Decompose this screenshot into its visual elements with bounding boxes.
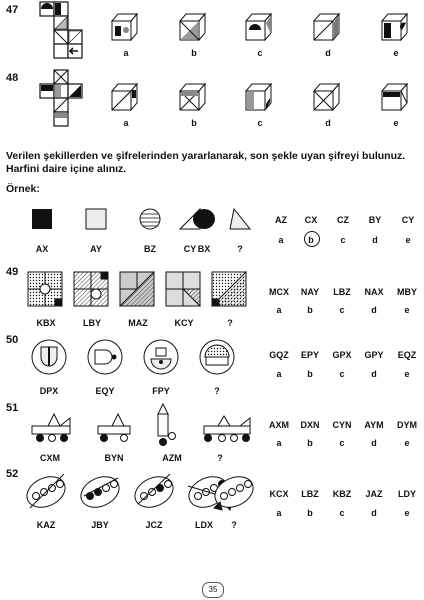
option-label-48e[interactable]: e (393, 118, 399, 128)
example-option-a[interactable]: a (278, 235, 284, 245)
q50-answer-a: GQZ (269, 350, 289, 360)
q52-option-d[interactable]: d (371, 508, 377, 518)
q52-code-5: ? (231, 520, 237, 530)
q51-answer-d: AYM (364, 420, 384, 430)
example-shapes (10, 206, 260, 232)
example-option-b[interactable]: b (308, 235, 314, 245)
question-number-50: 50 (6, 334, 19, 346)
q49-answer-c: LBZ (333, 287, 351, 297)
q52-answer-e: LDY (398, 489, 416, 499)
example-heading: Örnek: (6, 183, 40, 195)
question-number-52: 52 (6, 468, 19, 480)
instructions-line-1: Verilen şekillerden ve şifrelerinden yararlanarak, son şekle uyan şifreyi bulunuz. (6, 150, 406, 162)
example-code-3: BZ (144, 244, 156, 254)
option-label-47a[interactable]: a (123, 48, 129, 58)
q49-option-b[interactable]: b (307, 305, 313, 315)
q49-code-1: KBX (36, 318, 56, 328)
example-answer-b: CX (304, 215, 318, 225)
q52-option-e[interactable]: e (404, 508, 410, 518)
question-number-49: 49 (6, 266, 19, 278)
option-label-47b[interactable]: b (191, 48, 197, 58)
q50-figures (30, 338, 230, 378)
option-label-48c[interactable]: c (257, 118, 263, 128)
q51-option-c[interactable]: c (339, 438, 345, 448)
option-label-47e[interactable]: e (393, 48, 399, 58)
q51-option-e[interactable]: e (404, 438, 410, 448)
q52-answer-a: KCX (269, 489, 289, 499)
q52-code-4: LDX (195, 520, 213, 530)
question-number-51: 51 (6, 402, 19, 414)
q52-code-1: KAZ (36, 520, 56, 530)
q51-code-1: CXM (40, 453, 60, 463)
example-code-6: ? (237, 244, 243, 254)
q51-code-2: BYN (104, 453, 124, 463)
page-number: 35 (202, 582, 224, 598)
option-label-48d[interactable]: d (325, 118, 331, 128)
q51-figures (28, 402, 254, 448)
q52-answer-b: LBZ (301, 489, 319, 499)
q51-answer-b: DXN (300, 420, 320, 430)
option-label-47c[interactable]: c (257, 48, 263, 58)
cube-net-47 (40, 2, 84, 66)
q52-option-c[interactable]: c (339, 508, 345, 518)
example-option-d[interactable]: d (372, 235, 378, 245)
q50-answer-d: GPY (364, 350, 384, 360)
q50-answer-b: EPY (300, 350, 319, 360)
cube-option-47c[interactable] (246, 14, 272, 42)
q50-answer-c: GPX (332, 350, 352, 360)
q50-code-3: FPY (152, 386, 170, 396)
q49-answer-b: NAY (300, 287, 320, 297)
q50-option-d[interactable]: d (371, 369, 377, 379)
cube-option-47a[interactable] (112, 14, 138, 42)
example-answer-c: CZ (337, 215, 349, 225)
q50-answer-e: EQZ (397, 350, 417, 360)
option-label-48b[interactable]: b (191, 118, 197, 128)
cube-option-47d[interactable] (314, 14, 340, 42)
q49-option-c[interactable]: c (339, 305, 345, 315)
example-code-4: CY (183, 244, 197, 254)
cube-option-47e[interactable] (382, 14, 408, 42)
q50-code-2: EQY (95, 386, 115, 396)
example-answer-a: AZ (275, 215, 287, 225)
q49-option-a[interactable]: a (276, 305, 282, 315)
example-option-c[interactable]: c (340, 235, 346, 245)
q52-figure-question (210, 470, 258, 516)
q50-option-a[interactable]: a (276, 369, 282, 379)
option-label-47d[interactable]: d (325, 48, 331, 58)
q52-code-3: JCZ (145, 520, 163, 530)
q50-code-4: ? (214, 386, 220, 396)
cube-option-47b[interactable] (180, 14, 206, 42)
cube-option-48e[interactable] (382, 84, 408, 112)
cube-option-48c[interactable] (246, 84, 272, 112)
q51-code-3: AZM (162, 453, 182, 463)
q51-answer-c: CYN (332, 420, 352, 430)
q52-option-b[interactable]: b (307, 508, 313, 518)
q49-code-5: ? (227, 318, 233, 328)
q49-answer-d: NAX (364, 287, 384, 297)
example-code-2: AY (90, 244, 102, 254)
q52-answer-d: JAZ (365, 489, 383, 499)
q52-code-2: JBY (91, 520, 109, 530)
q49-answer-a: MCX (269, 287, 289, 297)
q49-option-e[interactable]: e (404, 305, 410, 315)
cube-net-48 (40, 70, 84, 134)
example-answer-d: BY (368, 215, 382, 225)
q51-code-4: ? (217, 453, 223, 463)
q49-answer-e: MBY (397, 287, 417, 297)
q51-option-a[interactable]: a (276, 438, 282, 448)
q51-option-b[interactable]: b (307, 438, 313, 448)
example-code-5: BX (197, 244, 211, 254)
question-number-48: 48 (6, 72, 19, 84)
q50-option-e[interactable]: e (404, 369, 410, 379)
q49-option-d[interactable]: d (371, 305, 377, 315)
q52-option-a[interactable]: a (276, 508, 282, 518)
example-option-e[interactable]: e (405, 235, 411, 245)
q49-code-3: MAZ (128, 318, 148, 328)
q51-option-d[interactable]: d (371, 438, 377, 448)
question-number-47: 47 (6, 4, 19, 16)
q49-figures (26, 270, 246, 310)
cube-option-48d[interactable] (314, 84, 340, 112)
example-answer-e: CY (401, 215, 415, 225)
cube-option-48b[interactable] (180, 84, 206, 112)
cube-option-48a[interactable] (112, 84, 138, 112)
q50-option-b[interactable]: b (307, 369, 313, 379)
instructions-line-2: Harfini daire içine alınız. (6, 163, 127, 175)
q50-code-1: DPX (39, 386, 59, 396)
q49-code-2: LBY (83, 318, 101, 328)
q51-answer-a: AXM (269, 420, 289, 430)
q51-answer-e: DYM (397, 420, 417, 430)
q49-code-4: KCY (174, 318, 194, 328)
q52-answer-c: KBZ (332, 489, 352, 499)
q50-option-c[interactable]: c (339, 369, 345, 379)
example-code-1: AX (35, 244, 49, 254)
option-label-48a[interactable]: a (123, 118, 129, 128)
